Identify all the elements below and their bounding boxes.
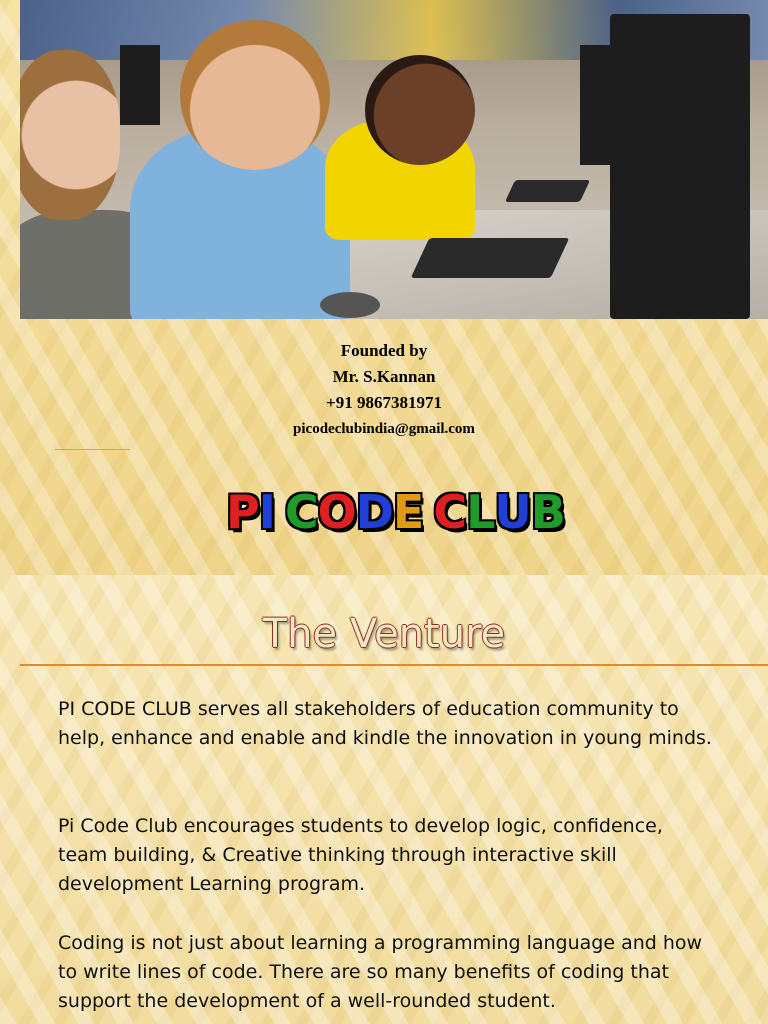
photo-monitor (120, 45, 160, 125)
photo-child-left-head (20, 50, 120, 220)
founded-by-label: Founded by (340, 341, 428, 360)
photo-keyboard (505, 180, 590, 202)
founder-info (0, 338, 768, 442)
logo-letter: C (284, 485, 318, 539)
logo-letter: E (392, 485, 424, 539)
classroom-photo (20, 0, 768, 319)
photo-mouse (320, 292, 380, 318)
logo-letter: P (226, 485, 259, 539)
founder-phone: +91 9867381971 (326, 393, 442, 412)
pi-code-club-logo (226, 478, 586, 546)
founder-email: picodeclubindia@gmail.com (293, 421, 475, 437)
logo-letter: B (530, 485, 565, 539)
paragraph-2: Pi Code Club encourages students to develop logic, confidence, team building, & Creative thinking through interactive skill development Learning program. (58, 815, 663, 895)
logo-letter: C (433, 485, 467, 539)
logo-letter: D (355, 485, 393, 539)
title-underline (20, 664, 768, 666)
founder-name: Mr. S.Kannan (332, 367, 436, 386)
photo-boy2-head (365, 55, 475, 165)
slide-title: The Venture (262, 611, 506, 657)
logo-letter: I (258, 485, 275, 539)
accent-line (55, 449, 130, 450)
logo-letter: L (466, 485, 495, 539)
logo-letter: O (317, 485, 356, 539)
photo-keyboard (411, 238, 570, 278)
slide-the-venture (0, 575, 768, 1024)
paragraph-3: Coding is not just about learning a programming language and how to write lines of code. There are so many benefits of coding that support the development of a well-rounded student. (58, 932, 703, 1012)
paragraph-1: PI CODE CLUB serves all stakeholders of education community to help, enhance and enable and kindle the innovation in young minds. (58, 698, 712, 749)
photo-monitor (610, 14, 750, 319)
photo-boy-head (180, 20, 330, 170)
logo-letter: U (494, 485, 531, 539)
